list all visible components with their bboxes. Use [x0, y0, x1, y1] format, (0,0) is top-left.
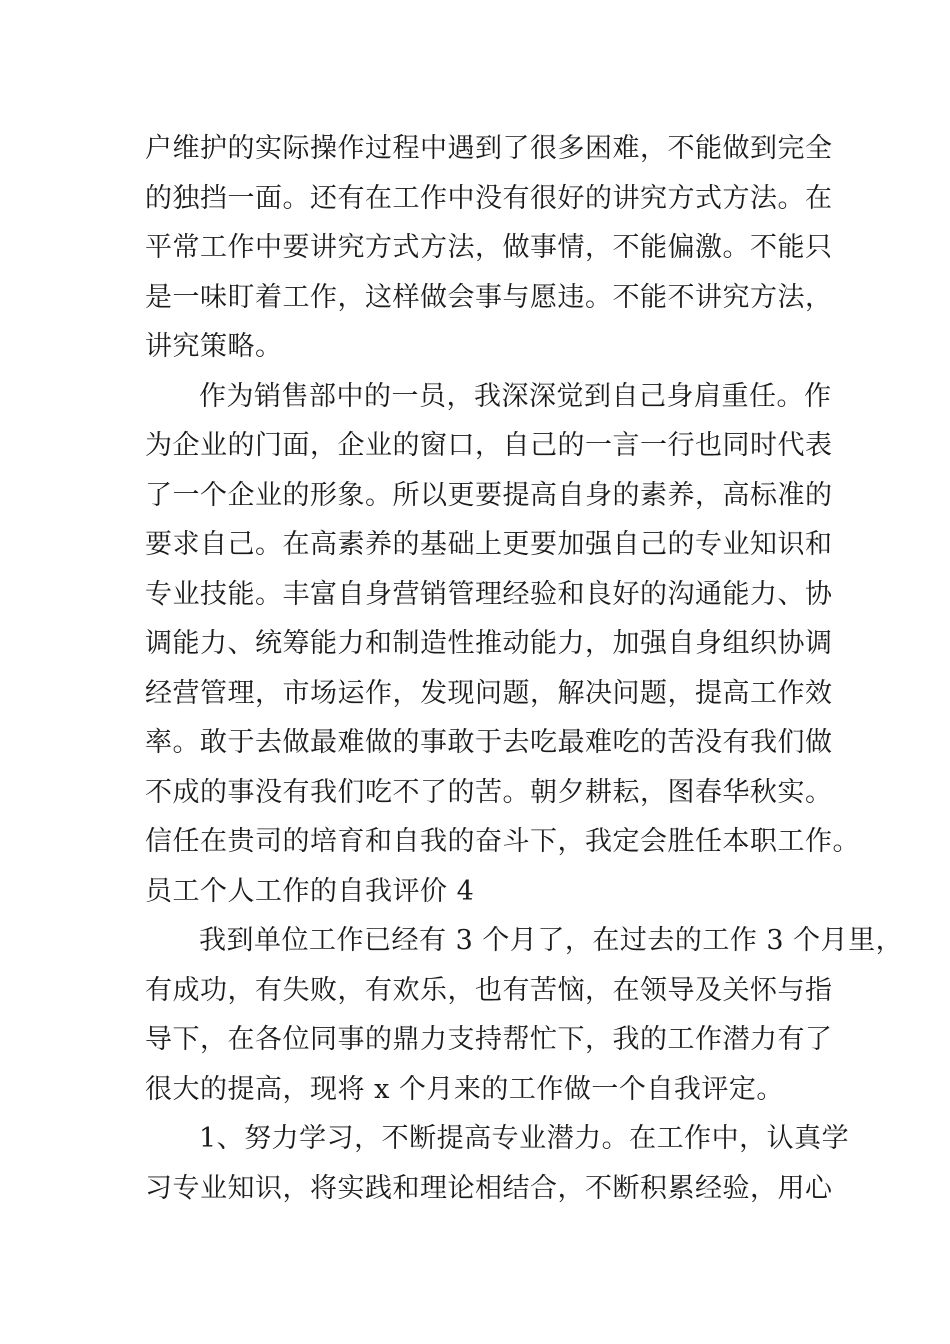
text-line: 很大的提高，现将 x 个月来的工作做一个自我评定。	[145, 1073, 784, 1105]
text-line: 调能力、统筹能力和制造性推动能力，加强自身组织协调	[145, 628, 833, 659]
text-line: 信任在贵司的培育和自我的奋斗下，我定会胜任本职工作。	[145, 826, 860, 857]
text-line: 户维护的实际操作过程中遇到了很多困难，不能做到完全	[145, 133, 833, 164]
text-line: 为企业的门面，企业的窗口，自己的一言一行也同时代表	[145, 430, 833, 461]
text-line: 要求自己。在高素养的基础上更要加强自己的专业知识和	[145, 529, 833, 560]
text-line: 平常工作中要讲究方式方法，做事情，不能偏激。不能只	[145, 232, 833, 263]
text-line: 不成的事没有我们吃不了的苦。朝夕耕耘，图春华秋实。	[145, 776, 833, 808]
paragraph-first-line: 作为销售部中的一员，我深深觉到自己身肩重任。作	[199, 380, 832, 412]
paragraph-first-line: 我到单位工作已经有 3 个月了，在过去的工作 3 个月里，	[199, 925, 904, 956]
text-line: 讲究策略。	[145, 331, 283, 362]
text-line: 专业技能。丰富自身营销管理经验和良好的沟通能力、协	[145, 578, 833, 610]
text-line: 是一味盯着工作，这样做会事与愿违。不能不讲究方法，	[145, 281, 833, 313]
text-line: 有成功，有失败，有欢乐，也有苦恼，在领导及关怀与指	[145, 974, 833, 1006]
text-line: 的独挡一面。还有在工作中没有很好的讲究方式方法。在	[145, 182, 833, 214]
text-line: 导下，在各位同事的鼎力支持帮忙下，我的工作潜力有了	[145, 1024, 833, 1055]
text-line: 率。敢于去做最难做的事敢于去吃最难吃的苦没有我们做	[145, 727, 833, 758]
section-heading: 员工个人工作的自我评价 4	[145, 875, 475, 907]
body-text	[145, 124, 904, 1213]
paragraph-first-line: 1、努力学习，不断提高专业潜力。在工作中，认真学	[199, 1123, 850, 1154]
text-line: 了一个企业的形象。所以更要提高自身的素养，高标准的	[145, 479, 833, 511]
text-line: 经营管理，市场运作，发现问题，解决问题，提高工作效	[145, 677, 833, 709]
text-line: 习专业知识，将实践和理论相结合，不断积累经验，用心	[145, 1172, 833, 1204]
